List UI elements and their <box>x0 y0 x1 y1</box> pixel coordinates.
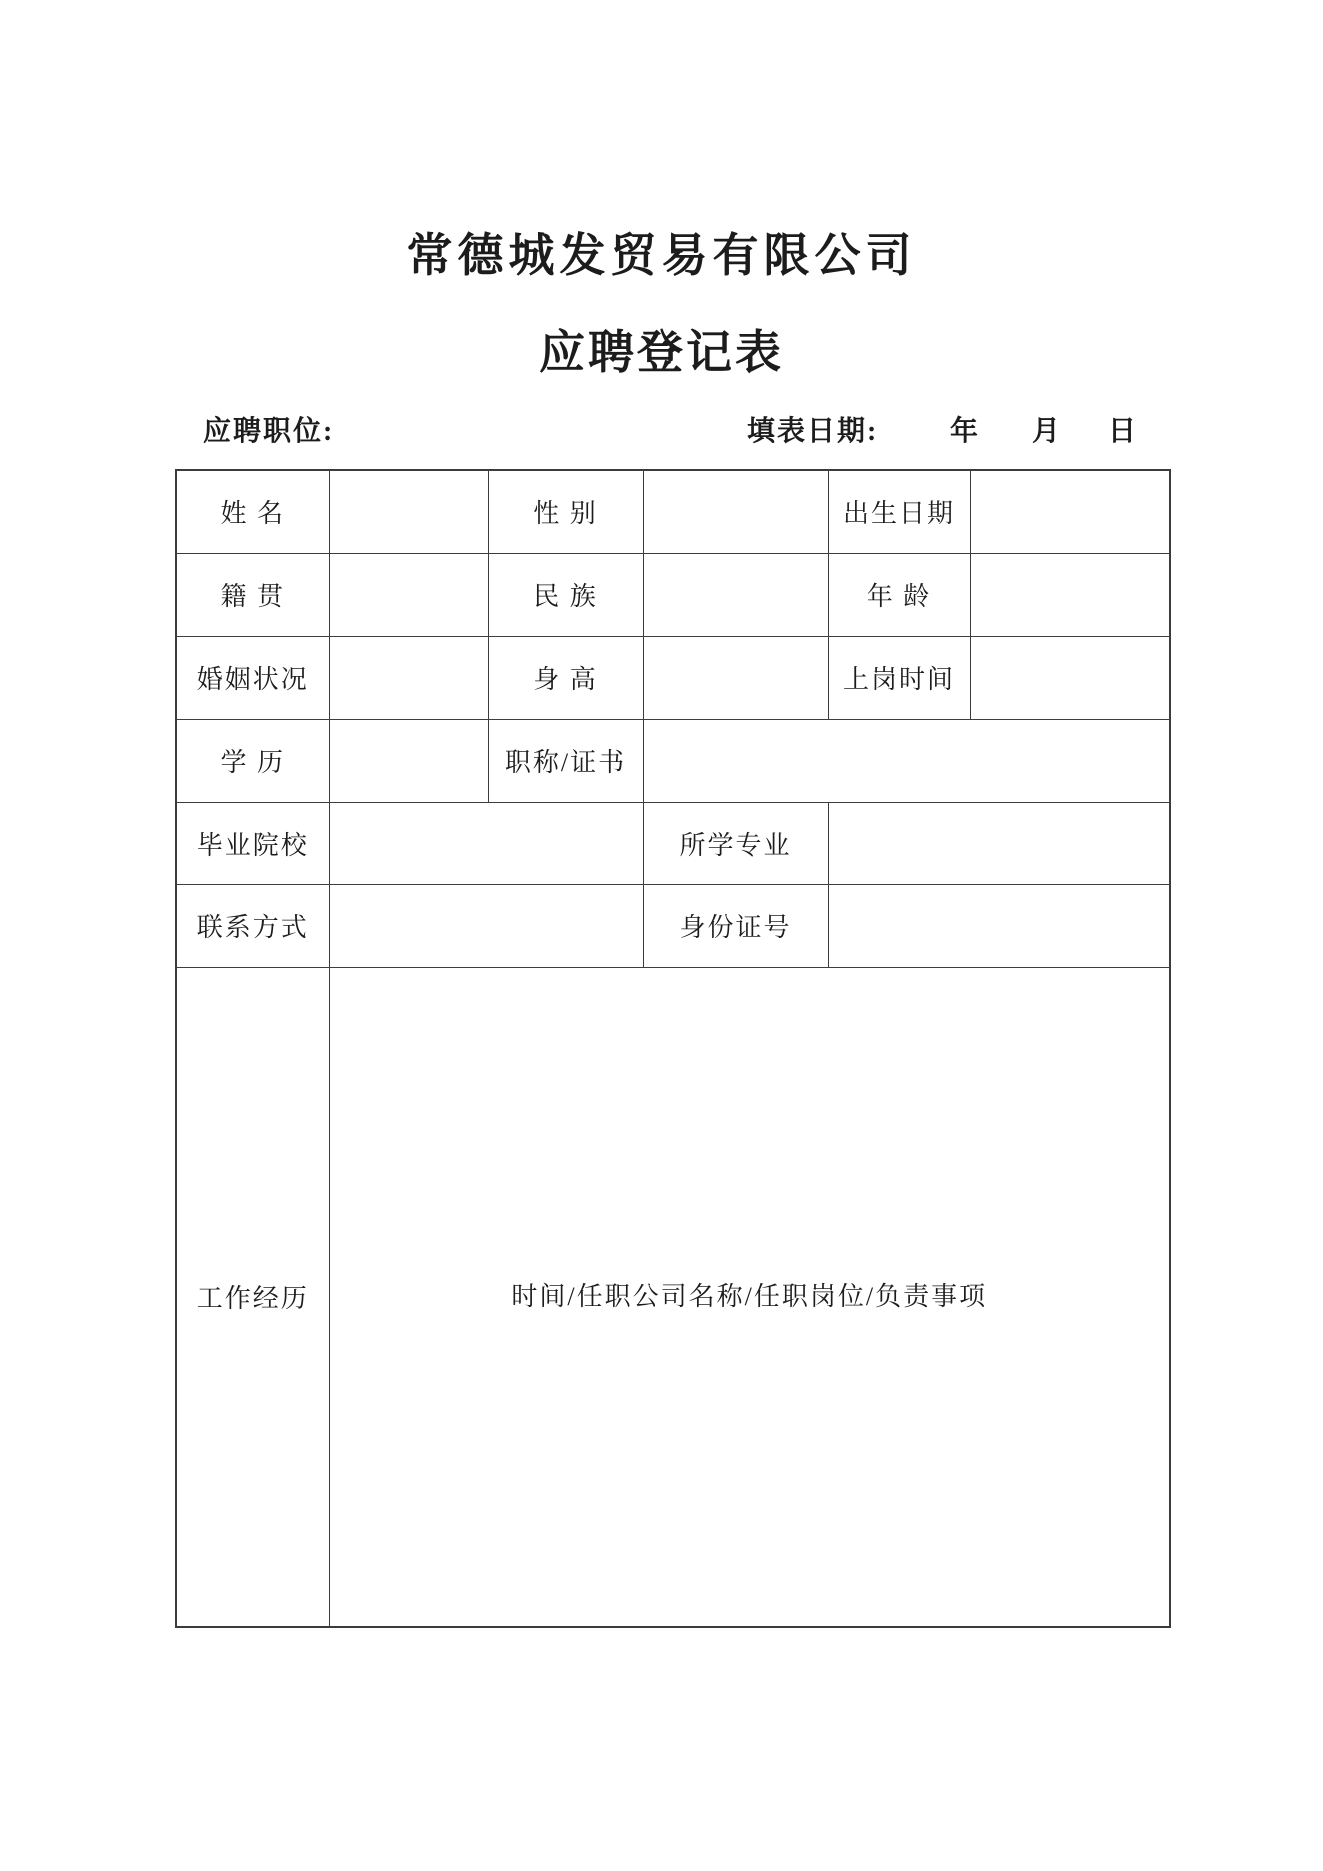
gender-label: 性 别 <box>488 470 643 553</box>
table-row <box>176 553 1170 636</box>
age-label: 年 龄 <box>828 553 970 636</box>
year-label: 年 <box>950 416 981 447</box>
work-experience-header: 时间/任职公司名称/任职岗位/负责事项 <box>511 1281 988 1311</box>
education-input-cell <box>329 719 488 802</box>
table-row <box>176 719 1170 802</box>
form-title: 应聘登记表 <box>539 327 784 378</box>
certificate-input-cell <box>643 719 1170 802</box>
fill-date-label: 填表日期: <box>747 416 879 447</box>
name-input-cell <box>329 470 488 553</box>
contact-input-cell <box>329 884 643 967</box>
id-number-label: 身份证号 <box>643 884 828 967</box>
registration-table <box>175 469 1171 1628</box>
start-date-input-cell <box>970 636 1170 719</box>
table-row <box>176 636 1170 719</box>
birthplace-label: 籍 贯 <box>176 553 329 636</box>
birthdate-label: 出生日期 <box>828 470 970 553</box>
age-input-cell <box>970 553 1170 636</box>
education-label: 学 历 <box>176 719 329 802</box>
graduate-school-label: 毕业院校 <box>176 802 329 884</box>
table-row <box>176 802 1170 884</box>
start-date-label: 上岗时间 <box>828 636 970 719</box>
height-input-cell <box>643 636 828 719</box>
name-label: 姓 名 <box>176 470 329 553</box>
id-number-input-cell <box>828 884 1170 967</box>
graduate-school-input-cell <box>329 802 643 884</box>
position-applied-label: 应聘职位: <box>203 416 335 447</box>
marital-status-label: 婚姻状况 <box>176 636 329 719</box>
birthdate-input-cell <box>970 470 1170 553</box>
height-label: 身 高 <box>488 636 643 719</box>
day-label: 日 <box>1108 416 1139 447</box>
table-row <box>176 470 1170 553</box>
ethnicity-label: 民 族 <box>488 553 643 636</box>
certificate-label: 职称/证书 <box>488 719 643 802</box>
month-label: 月 <box>1032 416 1063 447</box>
work-experience-content-cell <box>329 967 1170 1627</box>
company-title: 常德城发贸易有限公司 <box>406 230 917 281</box>
major-label: 所学专业 <box>643 802 828 884</box>
contact-label: 联系方式 <box>176 884 329 967</box>
gender-input-cell <box>643 470 828 553</box>
table-row <box>176 884 1170 967</box>
work-experience-label: 工作经历 <box>176 967 329 1627</box>
form-meta-row <box>0 412 1323 456</box>
birthplace-input-cell <box>329 553 488 636</box>
major-input-cell <box>828 802 1170 884</box>
ethnicity-input-cell <box>643 553 828 636</box>
table-row <box>176 967 1170 1627</box>
marital-status-input-cell <box>329 636 488 719</box>
